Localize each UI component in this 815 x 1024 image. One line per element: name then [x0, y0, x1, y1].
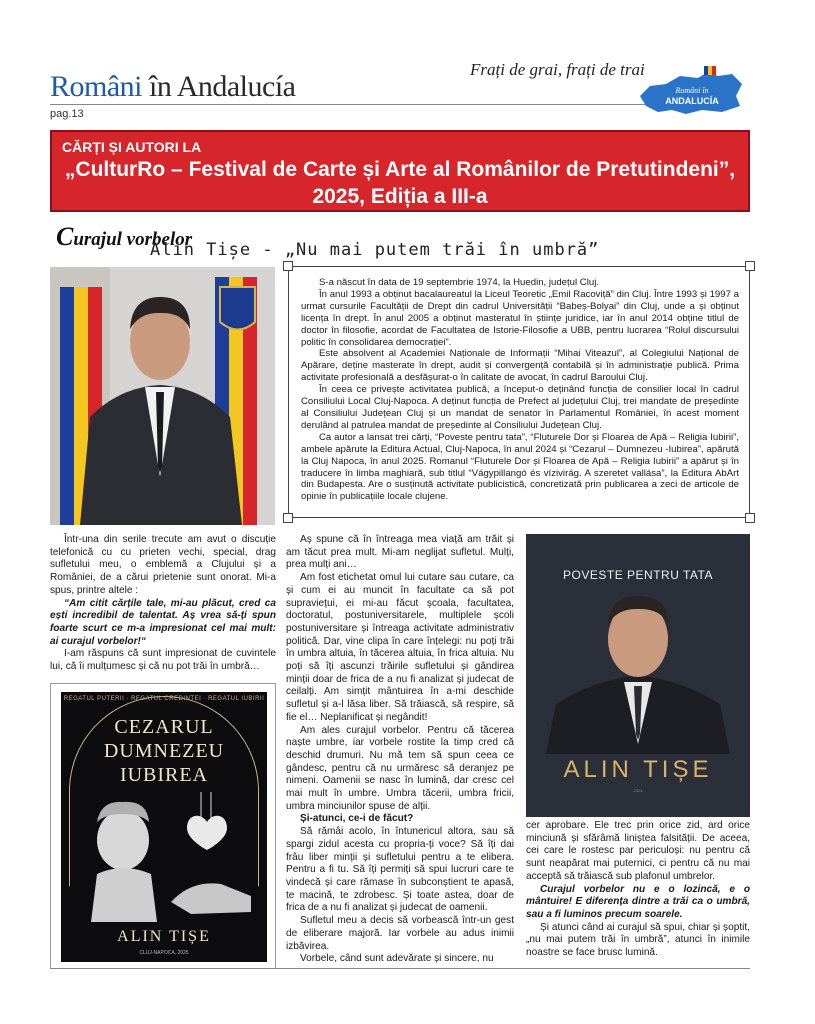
article-paragraph: Am fost etichetat omul lui cutare sau cutare, ca și cum ei au muncit în facultate ca să pot supraviețui, ei mi-au făcut școala, facultatea, doctoratul, postuniversitarele, multiplele școli postuniversitare și întreaga activitate administrativ politică. Dar, vine clipa în care înțelegi: nu poți trăi în umbra altuia, în tăcerea altuia, în frica altuia. Nu poți să îți ascunzi trăirile sufletului și gândirea minții doar de frica de a nu fi analizat și judecat de ceilalți. Am simțit mântuirea în a-mi deschide sufletul și a-l lăsa liber. Să trăiască, să respire, să fie el… Neplanificat și negândit!: [286, 572, 514, 723]
article-column-2: [286, 534, 514, 966]
book-cover-poveste: [526, 534, 750, 817]
bio-paragraph: S-a născut în data de 19 septembrie 1974, la Huedin, județul Cluj.: [319, 277, 599, 288]
article-paragraph: Vorbele, când sunt adevărate și sincere, nu: [300, 953, 494, 965]
article-paragraph: Să rămâi acolo, în întunericul altora, sau să spargi zidul acesta cu propria-ți voce? Să îți dai frâu liber minții și sufletului pentru a te elibera. Pentru a fi tu. Să îți permiți să spui lucruri care te vindecă și care rămase în subconștient te apasă, te macină, te zdrobesc. Și toate astea, doar de frica de a nu fi analizat și judecat de oamenii.: [286, 826, 514, 914]
banner-kicker: CĂRȚI ȘI AUTORI LA: [62, 139, 202, 155]
article-quote: “Am citit cărțile tale, mi-au plăcut, cred ca ești incredibil de talentat. Aș vrea să-ți spun foarte scurt ce m-a impresionat cel mai mult: ai curajul vorbelor!“: [50, 597, 276, 647]
article-paragraph: Aș spune că în întreaga mea viață am trăit și am tăcut prea mult. Mi-am neglijat sufletul. Mulți, prea mulți ani…: [286, 534, 514, 571]
logo-line-1: Români în: [675, 86, 709, 95]
logo-line-2: ANDALUCÍA: [665, 96, 719, 106]
section-title-rest: urajul vorbelor: [73, 229, 193, 250]
masthead-title: [50, 70, 295, 104]
article-emphasis: Curajul vorbelor nu e o lozincă, e o mântuire! E diferența dintre a trăi ca o umbră, sau a fi luminos precum soarele.: [526, 883, 750, 920]
bottom-rule: [50, 968, 750, 969]
cover-arch-text: REGATUL PUTERII · REGATUL CREDINȚEI · REGATUL IUBIRII: [63, 696, 265, 702]
article-paragraph: I-am răspuns că sunt impresionat de cuvintele lui, că îi mulțumesc și că nu pot trăi în umbră…: [50, 648, 276, 673]
masthead-word-2: în: [149, 70, 172, 103]
frame-corner: [283, 261, 293, 271]
article-paragraph: Într-una din serile trecute am avut o discuție telefonică cu cu prieten vechi, special, drag sufletului meu, o emblemă a Clujului și a României, de a cărui prietenie sunt onorat. Mi-a spus, printre altele :: [50, 534, 276, 596]
book-cover-art: [61, 692, 267, 962]
author-photo: [50, 267, 275, 525]
event-banner: [50, 130, 750, 212]
article-question: Și-atunci, ce-i de făcut?: [300, 813, 414, 825]
masthead-slogan: Frați de grai, frați de trai: [470, 60, 645, 79]
article-paragraph: Sufletul meu a decis să vorbească într-un gest de eliberare majoră. Iar vorbele au adus inimii izbăvirea.: [286, 915, 514, 952]
masthead-word-1: Români: [50, 70, 142, 103]
author-bio: [288, 266, 750, 518]
bio-paragraph: Ca autor a lansat trei cărți, “Poveste pentru tata”, “Fluturele Dor și Floarea de Apă – Religia Iubirii”, ambele apărute la Editura Actual, Cluj-Napoca, în anul 2024 și “Cezarul – Dumnezeu -Iubirea”, apărută la Cluj Napoca, în anul 2025. Romanul “Fluturele Dor și Floarea de Apă – Religia Iubirii” a apărut și în traducere în limba maghiară, sub titlul “Vágypillangó és vízivirág. A szeretet vallása”, la Editura AbArt din Budapesta. Are o susținută activitate publicistică, concretizată prin publicarea a zeci de articole de opinie în publicațiile locale clujene.: [301, 431, 739, 503]
book-author: ALIN TIȘE: [117, 928, 211, 945]
book2-imprint: 2024: [633, 788, 643, 793]
article-paragraph: cer aprobare. Ele trec prin orice zid, ard orice minciună și sfărâmă liniștea falsității. De aceea, cei care le rostesc par periculoși: nu pentru că sunt neapărat mai puternici, ci pentru că nu mai acceptă să trăiască sub plafonul umbrelor.: [526, 820, 750, 882]
banner-headline: [52, 156, 748, 210]
article-paragraph: Și atunci când ai curajul să spui, chiar și șoptit, „nu mai putem trăi în umbră”, atunci în inimile noastre se face brusc lumină.: [526, 921, 750, 959]
book-imprint: CLUJ-NAPOCA, 2025: [139, 950, 189, 956]
frame-corner: [745, 513, 755, 523]
article-column-3: [526, 820, 750, 960]
andalucia-map-logo: [636, 66, 746, 116]
article-subtitle: Alin Tișe - „Nu mai putem trăi în umbră”: [150, 240, 600, 260]
book-title-line-1: CEZARUL: [114, 716, 214, 738]
article-column-1: [50, 534, 276, 674]
masthead-rule: [50, 104, 690, 105]
book-title-line-3: IUBIREA: [119, 764, 209, 786]
article-paragraph: Am ales curajul vorbelor. Pentru că tăcerea naște umbre, iar vorbele rostite la timp cred că deschid drumuri. Nu mă tem să spun ceea ce gândesc, pentru că nu urmăresc să deranjez pe nimeni. Oamenii se nasc în lumină, dar cresc cel mai mult în umbre. Umbra tăcerii, umbra fricii, umbra minciunilor spuse de alții.: [286, 724, 514, 812]
banner-line-2: 2025, Ediția a III-a: [312, 185, 488, 208]
page-number: pag.13: [50, 108, 84, 120]
book2-title: POVESTE PENTRU TATA: [563, 568, 713, 582]
author-photo-illustration: [50, 267, 275, 525]
book2-author: ALIN TIȘE: [563, 756, 713, 783]
frame-corner: [745, 261, 755, 271]
book2-portrait: [526, 594, 750, 754]
book-title-line-2: DUMNEZEU: [103, 740, 225, 762]
masthead-word-3: Andalucía: [176, 70, 296, 103]
banner-line-1: „CulturRo – Festival de Carte și Arte al Românilor de Pretutindeni”,: [64, 158, 736, 181]
bio-paragraph: În anul 1993 a obținut bacalaureatul la Liceul Teoretic „Emil Racoviță” din Cluj. Între 1993 și 1997 a urmat cursurile Facultății de Drept din cadrul Universității “Babeș-Bolyai” din Cluj, unde a și obținut licența în drept. În anul 2005 a obținut masteratul în științe juridice, iar în anul 2014 obține titlul de doctor în filosofie, acordat de Facultatea de Istorie-Filosofie a UBB, pentru lucrarea “Rolul discursului politic în consolidarea democrației”.: [301, 288, 739, 348]
frame-corner: [283, 513, 293, 523]
cover-illustration: [61, 792, 267, 922]
bio-paragraph: În ceea ce privește activitatea publică, a început-o deținând funcția de consilier local în cadrul Consiliului Local Cluj-Napoca. A deținut funcția de Prefect al județului Cluj, trei mandate de președinte al Consiliului Județean Cluj și un mandat de senator în Parlamentul României, în acest moment derulând al patrulea mandat de președinte al Consiliului Județean Cluj.: [301, 384, 739, 431]
section-title-cap: C: [56, 222, 74, 251]
bio-paragraph: Este absolvent al Academiei Naționale de Informații “Mihai Viteazul”, al Colegiului Național de Apărare, deține masterate în drept, audit și convergență contabilă și în administrație publică. Prima activitate profesională a desfășurat-o în calitate de avocat, în cadrul Baroului Cluj.: [301, 348, 739, 384]
book-cover-cezarul: [50, 683, 276, 969]
